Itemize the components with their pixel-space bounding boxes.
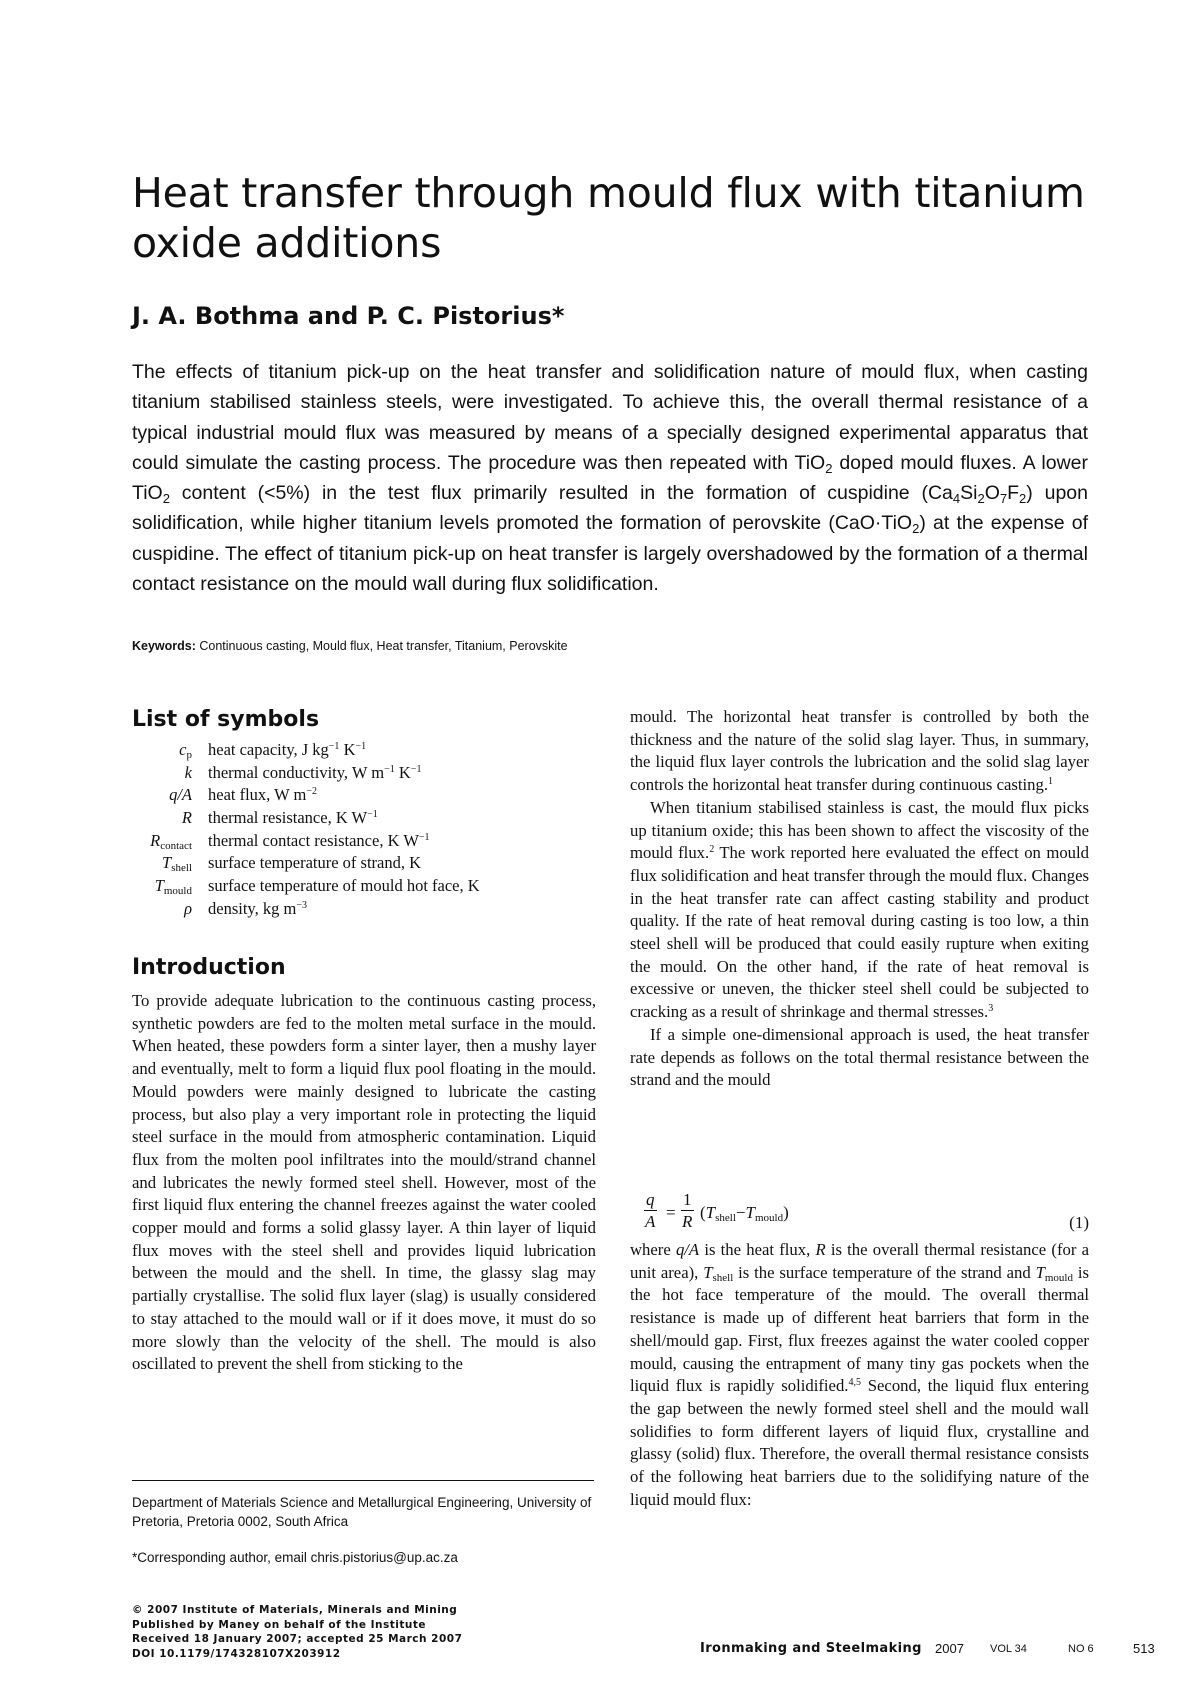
body-paragraph (630, 797, 1089, 1024)
body-text: The work reported here evaluated the effect on mould flux solidification and heat transfer through the mould flux. Changes in the heat transfer rate can affect casting stability and product quality. If the rate of heat removal during casting is too low, a thin steel shell will be produced that could easily rupture when exiting the mould. On the other hand, if the rate of heat removal is excessive or uneven, the thicker steel shell could be subjected to cracking as a result of shrinkage and thermal stresses. (630, 843, 1090, 1022)
subscript: 7 (999, 491, 1008, 507)
variable: T (1035, 1262, 1045, 1282)
footer-year: 2007 (935, 1641, 964, 1656)
abstract-text: content (<5%) in the test flux primarily resulted in the formation of cuspidine (Ca (169, 482, 953, 505)
symbol-row (132, 808, 592, 831)
keywords (132, 639, 568, 653)
symbol-letter: T (154, 876, 164, 896)
abstract-text: doped mould fluxes. A lower TiO (132, 451, 1088, 505)
symbol-letter: R (181, 808, 192, 828)
page-number: 513 (1133, 1641, 1155, 1656)
body-text: Second, the liquid flux entering the gap between the newly formed steel shell and the mould wall solidifies to form different layers of liquid flux, crystalline and glassy (solid) flux. Therefore, the overall thermal resistance consists of the following heat barriers due to the solidifying nature of the liquid mould flux: (630, 1376, 1089, 1509)
symbol-row (132, 740, 592, 763)
publication-info (132, 1603, 462, 1661)
symbol-row (132, 853, 592, 876)
exponent: −1 (355, 741, 367, 752)
symbol-letter: R (150, 830, 161, 850)
paren: ( (700, 1203, 706, 1222)
symbol-unit: K (339, 740, 356, 759)
symbol (132, 763, 208, 783)
symbol-description (208, 808, 592, 828)
footer-journal-name: Ironmaking and Steelmaking (700, 1641, 922, 1656)
equals-sign: = (666, 1203, 676, 1222)
temperature-difference (700, 1203, 789, 1223)
body-text: is the overall thermal resistance (for a unit area), (630, 1240, 1089, 1282)
paren: ) (783, 1203, 789, 1222)
abstract-text: ) upon solidification, while higher titanium levels promoted the formation of perovskite (CaO·TiO (132, 482, 1088, 535)
body-paragraph: If a simple one-dimensional approach is used, the heat transfer rate depends as follows on the total thermal resistance between the strand and the mould (630, 1024, 1089, 1090)
numerator: 1 (683, 1190, 692, 1209)
subscript: 2 (162, 491, 170, 507)
symbols-heading: List of symbols (132, 707, 320, 732)
symbol-unit: K (394, 762, 411, 782)
symbol (132, 853, 208, 873)
minus-sign: − (735, 1203, 746, 1222)
symbol (132, 831, 208, 851)
symbol-text: thermal conductivity, W m (208, 762, 385, 782)
symbol-text: surface temperature of mould hot face, K (208, 876, 480, 896)
footer-issue: NO 6 (1068, 1643, 1094, 1655)
fraction-q-over-a (644, 1190, 657, 1233)
right-column-bottom (630, 1239, 1089, 1511)
symbol (132, 740, 208, 760)
fraction-one-over-r (681, 1190, 694, 1233)
symbol-description (208, 763, 592, 783)
body-paragraph (630, 706, 1089, 797)
symbol-subscript: p (186, 749, 192, 761)
body-paragraph (630, 1239, 1089, 1511)
numerator: q (646, 1190, 655, 1209)
article-title: Heat transfer through mould flux with titanium oxide additions (132, 169, 1085, 267)
symbol-text: thermal contact resistance, K W (208, 830, 419, 850)
subscript: 2 (912, 521, 920, 537)
symbol-subscript: contact (160, 839, 192, 852)
symbol-text: thermal resistance, K W (208, 808, 368, 828)
body-text: is the hot face temperature of the mould. The overall thermal resistance is made up of different heat barriers that form in the shell/mould gap. First, flux freezes against the water cooled copper mould, causing the entrapment of many tiny gas pockets when the liquid flux is rapidly solidified. (630, 1262, 1089, 1396)
variable: T (703, 1262, 713, 1282)
denominator: A (645, 1212, 656, 1231)
body-text: mould. The horizontal heat transfer is controlled by both the thickness and the nature of the solid slag layer. Thus, in summary, the liquid flux layer controls the lubrication and the solid slag layer controls the horizontal heat transfer during continuous casting. (630, 707, 1089, 795)
author-line: J. A. Bothma and P. C. Pistorius* (132, 302, 565, 330)
body-text: is the heat flux, (699, 1240, 816, 1259)
symbol (132, 899, 208, 919)
keywords-label: Keywords: (132, 639, 196, 653)
abstract-text: Si (960, 482, 978, 505)
keywords-text: Continuous casting, Mould flux, Heat transfer, Titanium, Perovskite (195, 639, 568, 653)
exponent: −3 (296, 899, 307, 911)
abstract (132, 357, 1088, 599)
symbol-text: heat capacity, J kg (208, 740, 329, 759)
symbols-list (132, 740, 592, 922)
symbol-letter: q/A (169, 785, 192, 805)
subscript: mould (754, 1212, 784, 1224)
body-text: where (630, 1240, 676, 1259)
subscript: mould (1044, 1271, 1073, 1284)
footnote-divider (132, 1480, 594, 1481)
subscript: shell (715, 1212, 736, 1224)
symbol-row (132, 831, 592, 854)
equation-number: (1) (1069, 1213, 1089, 1232)
equation-1 (630, 1190, 1089, 1234)
footer-volume: VOL 34 (990, 1643, 1027, 1655)
symbol-row (132, 763, 592, 786)
symbol-letter: ρ (184, 898, 192, 918)
denominator: R (682, 1212, 693, 1231)
symbol-description (208, 853, 592, 873)
introduction-heading: Introduction (132, 955, 286, 980)
subscript: 4 (952, 491, 961, 507)
symbol-text: surface temperature of strand, K (208, 853, 422, 873)
abstract-text: F (1007, 482, 1020, 505)
body-text: When titanium stabilised stainless is cast, the mould flux picks up titanium oxide; this has been shown to affect the viscosity of the mould flux. (630, 797, 1089, 863)
subscript: 2 (1019, 491, 1027, 507)
symbol (132, 785, 208, 805)
author-affiliation: Department of Materials Science and Metallurgical Engineering, University of Pretoria, Pretoria 0002, South Africa (132, 1495, 592, 1529)
variable: R (815, 1240, 826, 1259)
symbol-subscript: shell (171, 862, 192, 875)
symbol-row (132, 876, 592, 899)
symbol-row (132, 899, 592, 922)
corresponding-author: *Corresponding author, email chris.pistorius@up.ac.za (132, 1550, 458, 1565)
exponent: −2 (306, 786, 318, 798)
reference-citation[interactable]: 2 (709, 844, 715, 856)
symbol (132, 876, 208, 896)
symbol-description (208, 876, 592, 896)
exponent: −1 (410, 763, 422, 775)
body-text: is the surface temperature of the strand and (733, 1262, 1036, 1282)
exponent: −1 (384, 763, 395, 775)
introduction-paragraph: To provide adequate lubrication to the continuous casting process, synthetic powders are fed to the molten metal surface in the mould. When heated, these powders form a sinter layer, then a mushy layer and eventually, melt to form a liquid flux pool floating in the mould. Mould powders were mainly designed to lubricate the casting process, but also play a very important role in protecting the liquid steel surface in the mould from atmospheric contamination. Liquid flux from the molten pool infiltrates into the mould/strand channel and lubricates the newly formed steel shell. However, most of the first liquid flux entering the channel freezes against the water cooled copper mould and forms a solid glassy layer. A thin layer of liquid flux moves with the steel shell and provides liquid lubrication between the mould and the shell. In time, the glassy slag may partially crystallise. The solid flux layer (slag) is usually considered to stay attached to the mould wall or if it does move, it must do so more slowly than the velocity of the shell. The mould is also oscillated to prevent the shell from sticking to the (132, 991, 596, 1374)
symbol-letter: k (184, 762, 192, 782)
symbol-letter: c (179, 740, 187, 759)
symbol-description (208, 899, 592, 919)
variable: T (745, 1203, 755, 1222)
symbol-description (208, 785, 592, 805)
introduction-column (132, 990, 596, 1376)
symbol-description (208, 831, 592, 851)
variable: T (705, 1203, 716, 1222)
publisher-line: Published by Maney on behalf of the Institute (132, 1618, 427, 1631)
subscript: 2 (825, 460, 833, 476)
exponent: −1 (418, 831, 430, 843)
abstract-text: O (984, 482, 1000, 505)
symbol-row (132, 785, 592, 808)
symbol-letter: T (162, 853, 172, 873)
reference-citation[interactable]: 1 (1048, 776, 1054, 788)
symbol-text: heat flux, W m (208, 785, 307, 805)
reference-citation[interactable]: 3 (988, 1003, 994, 1015)
subscript: shell (712, 1271, 734, 1284)
copyright-line: © 2007 Institute of Materials, Minerals and Mining (132, 1604, 458, 1616)
abstract-text: The effects of titanium pick-up on the heat transfer and solidification nature of mould flux, when casting titanium stabilised stainless steels, were investigated. To achieve this, the overall thermal resistance of a typical industrial mould flux was measured by means of a specially designed experimental apparatus that could simulate the casting process. The procedure was then repeated with TiO (132, 361, 1088, 474)
variable: q/A (675, 1240, 700, 1259)
reference-citation[interactable]: 4,5 (848, 1377, 861, 1389)
exponent: −1 (328, 741, 340, 752)
symbol-description (208, 740, 592, 760)
exponent: −1 (367, 809, 378, 821)
received-line: Received 18 January 2007; accepted 25 March 2007 (132, 1633, 463, 1645)
abstract-text: ) at the expense of cuspidine. The effect of titanium pick-up on heat transfer is largely overshadowed by the formation of a thermal contact resistance on the mould wall during flux solidification. (132, 512, 1088, 596)
symbol-text: density, kg m (208, 898, 297, 918)
doi-line[interactable]: DOI 10.1179/174328107X203912 (132, 1647, 341, 1660)
subscript: 2 (977, 491, 985, 507)
symbol (132, 808, 208, 828)
symbol-subscript: mould (163, 885, 192, 898)
right-column-top (630, 706, 1089, 1092)
